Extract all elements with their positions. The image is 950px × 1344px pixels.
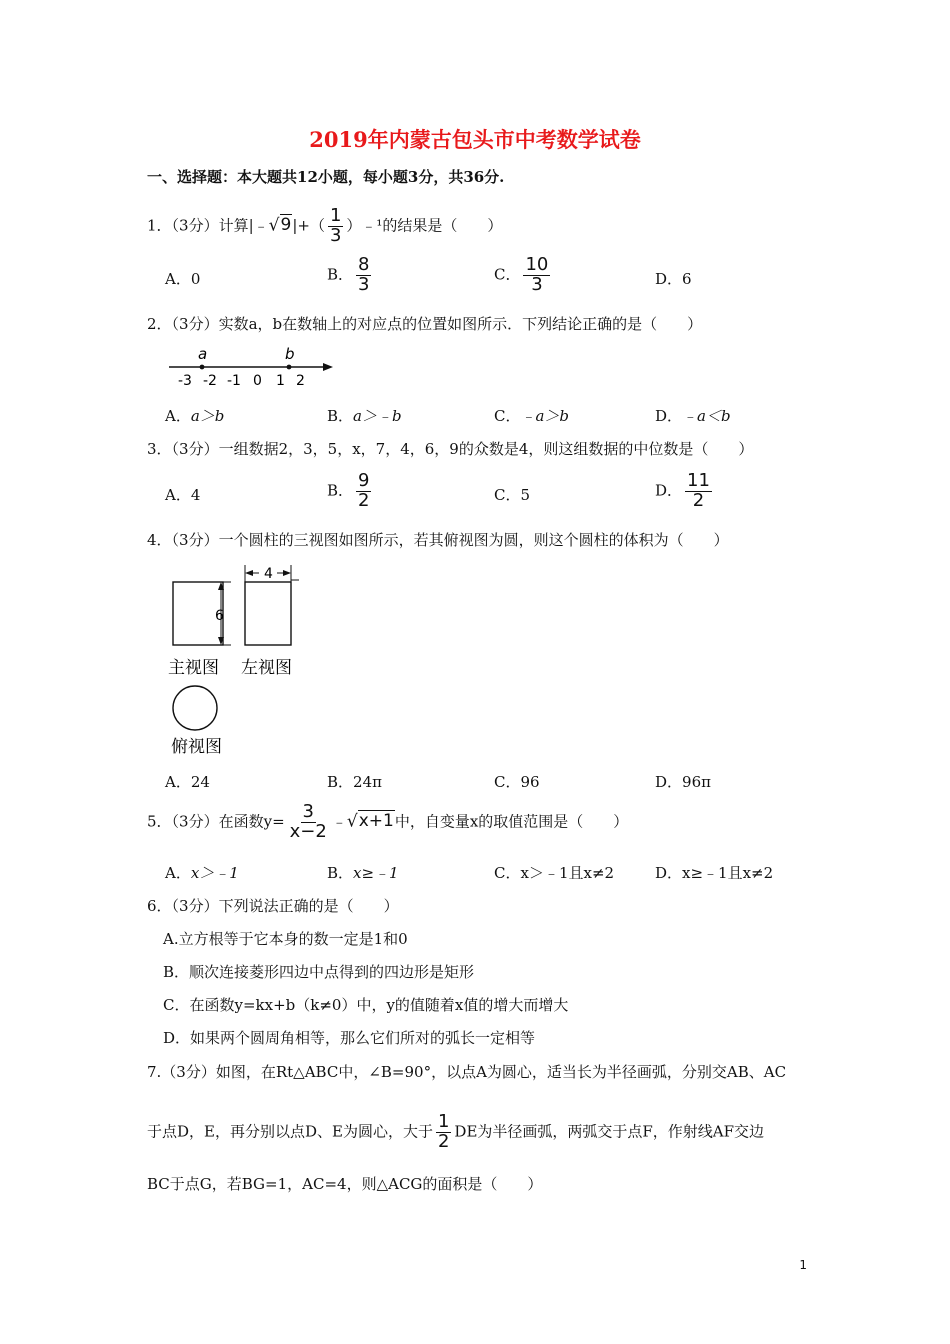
q5-option-c: C．x＞﹣1且x≠2 xyxy=(494,864,615,882)
point-a xyxy=(200,365,205,370)
tick-label: -1 xyxy=(227,373,241,389)
q3-option-b: B． $\frac{9}{2}$ xyxy=(327,470,370,511)
question-1: 1．（3分）计算|﹣√9|+（ $\frac{1}{3}$ ）﹣¹的结果是（ ） xyxy=(147,205,503,246)
page-number: 1 xyxy=(799,1258,807,1272)
number-line-figure xyxy=(165,345,340,390)
tick-label: 0 xyxy=(253,373,262,389)
fraction-1-3: $\frac{1}{3}$ xyxy=(329,205,342,246)
label-a: a xyxy=(198,345,208,363)
fraction-1-2: $\frac{1}{2}$ xyxy=(437,1111,450,1152)
q2-option-a: A．a＞b xyxy=(165,407,225,425)
question-2: 2．（3分）实数a，b在数轴上的对应点的位置如图所示．下列结论正确的是（ ） xyxy=(147,315,703,333)
q2-option-c: C．﹣a＞b xyxy=(494,407,570,425)
tick-label: 1 xyxy=(276,373,285,389)
top-view-circle xyxy=(173,686,217,730)
q6-option-c: C．在函数y=kx+b（k≠0）中，y的值随着x值的增大而增大 xyxy=(163,996,569,1014)
q1-option-c: C． $\frac{10}{3}$ xyxy=(494,254,549,295)
q2-option-d: D．﹣a＜b xyxy=(655,407,731,425)
fraction-3-over-x-minus-2: $\frac{3}{x-2}$ xyxy=(289,801,327,842)
q3-option-d: D． $\frac{11}{2}$ xyxy=(655,470,710,511)
question-5: 5．（3分）在函数y= $\frac{3}{x-2}$ ﹣√x+1中，自变量x的取值范围是（ ） xyxy=(147,801,629,842)
dim-height-label: 6 xyxy=(215,608,224,624)
q4-option-d: D．96π xyxy=(655,773,711,791)
sqrt-9: √9 xyxy=(268,215,292,236)
q3-option-a: A．4 xyxy=(165,486,201,504)
point-b xyxy=(287,365,292,370)
q3-option-c: C．5 xyxy=(494,486,531,504)
tick-label: -3 xyxy=(178,373,192,389)
q1-option-d: D．6 xyxy=(655,270,692,288)
q6-option-a: A.立方根等于它本身的数一定是1和0 xyxy=(163,930,408,948)
q2-option-b: B．a＞﹣b xyxy=(327,407,402,425)
q5-option-d: D．x≥﹣1且x≠2 xyxy=(655,864,774,882)
left-view-label: 左视图 xyxy=(241,658,292,678)
front-view-label: 主视图 xyxy=(168,658,219,678)
question-6: 6．（3分）下列说法正确的是（ ） xyxy=(147,897,399,915)
question-7-line-2: 于点D，E，再分别以点D、E为圆心，大于 $\frac{1}{2}$ DE为半径画弧，两弧交于点F，作射线AF交边 xyxy=(147,1111,765,1152)
page-title: 2019年内蒙古包头市中考数学试卷 xyxy=(309,127,641,152)
q6-option-b: B．顺次连接菱形四边中点得到的四边形是矩形 xyxy=(163,963,475,981)
dim-width-label: 4 xyxy=(264,566,273,582)
question-3: 3．（3分）一组数据2，3，5，x，7，4，6，9的众数是4，则这组数据的中位数是（ ） xyxy=(147,440,754,458)
question-7-line-1: 7.（3分）如图，在Rt△ABC中，∠B=90°，以点A为圆心，适当长为半径画弧，分别交AB、AC xyxy=(147,1063,787,1081)
q1-option-a: A．0 xyxy=(165,270,201,288)
sqrt-x-plus-1: √x+1 xyxy=(346,811,394,832)
top-view-label: 俯视图 xyxy=(171,737,222,757)
q5-option-b: B．x≥﹣1 xyxy=(327,864,399,882)
left-view-rect xyxy=(245,582,291,645)
q6-option-d: D．如果两个圆周角相等，那么它们所对的弧长一定相等 xyxy=(163,1029,536,1047)
three-views-figure xyxy=(165,560,310,760)
q4-option-a: A．24 xyxy=(165,773,210,791)
q5-option-a: A．x＞﹣1 xyxy=(165,864,239,882)
question-7-line-3: BC于点G，若BG=1，AC=4，则△ACG的面积是（ ） xyxy=(147,1175,543,1193)
label-b: b xyxy=(285,345,295,363)
q4-option-c: C．96 xyxy=(494,773,540,791)
q4-option-b: B．24π xyxy=(327,773,382,791)
tick-label: 2 xyxy=(296,373,305,389)
q1-option-b: B． $\frac{8}{3}$ xyxy=(327,254,370,295)
question-4: 4．（3分）一个圆柱的三视图如图所示，若其俯视图为圆，则这个圆柱的体积为（ ） xyxy=(147,531,729,549)
tick-label: -2 xyxy=(203,373,217,389)
section-heading: 一、选择题：本大题共12小题，每小题3分，共36分. xyxy=(147,168,505,186)
